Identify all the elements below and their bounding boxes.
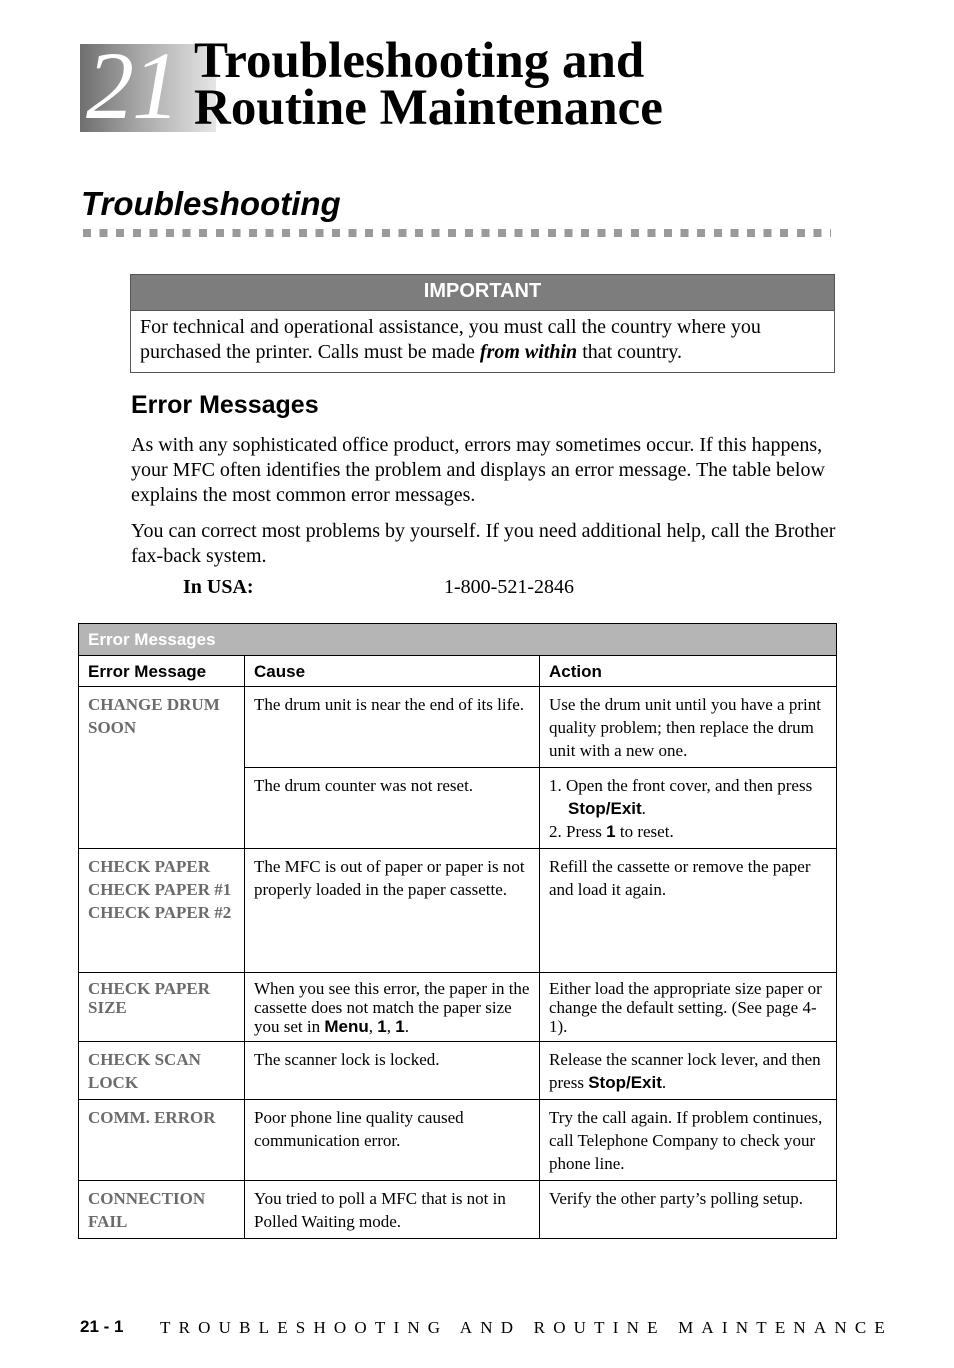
table-row [79,973,837,1042]
error-code-line: CHECK PAPER #1 [88,880,232,899]
cause-end: . [404,1017,409,1036]
separator: , [386,1017,396,1036]
action-cell: Verify the other party’s polling setup. [540,1181,837,1239]
header-error-message: Error Message [79,656,245,687]
chapter-number: 21 [86,44,178,132]
action-end: . [661,1073,667,1092]
important-heading: IMPORTANT [131,275,834,311]
usa-phone-number: 1-800-521-2846 [444,576,574,598]
important-text-end: that country. [577,341,682,363]
important-emphasis: from within [479,341,578,363]
error-code: CONNECTION FAIL [79,1181,245,1239]
step-text: Open the front cover, and then press [566,776,813,795]
table-caption-row [79,624,837,656]
error-code: CHECK PAPER SIZE [79,973,245,1042]
step-text-end: to reset. [615,822,674,841]
key-1: 1 [377,1017,387,1036]
important-text [131,311,834,372]
cause-cell: Poor phone line quality caused communication error. [245,1100,540,1181]
step-number: 2. [549,822,562,841]
action-cell: Try the call again. If problem continues, call Telephone Company to check your phone line. [540,1100,837,1181]
table-header-row [79,656,837,687]
error-messages-heading: Error Messages [131,391,319,419]
step-text: Press [566,822,607,841]
action-steps [549,774,827,843]
error-code-line: CHECK PAPER #2 [88,903,232,922]
key-stop-exit: Stop/Exit [588,1073,662,1092]
cause-text: When you see this error, the paper in the cassette does not match the paper size you set in [254,979,530,1036]
action-cell [540,1042,837,1100]
running-footer-title: TROUBLESHOOTING AND ROUTINE MAINTENANCE [160,1318,893,1337]
step-number: 1. [549,776,562,795]
key-1: 1 [606,822,616,841]
table-row [79,1042,837,1100]
cause-cell: The drum counter was not reset. [245,768,540,849]
error-code: CHANGE DRUM SOON [79,687,245,849]
table-row [79,687,837,768]
action-text: Release the scanner lock lever, and then press [549,1050,821,1092]
error-code: COMM. ERROR [79,1100,245,1181]
separator: , [368,1017,378,1036]
chapter-title-line2: Routine Maintenance [194,80,663,136]
cause-cell: The scanner lock is locked. [245,1042,540,1100]
action-cell: Use the drum unit until you have a print quality problem; then replace the drum unit with a new one. [540,687,837,768]
section-title: Troubleshooting [81,185,341,222]
cause-cell: You tried to poll a MFC that is not in Polled Waiting mode. [245,1181,540,1239]
cause-cell: The MFC is out of paper or paper is not properly loaded in the paper cassette. [245,849,540,973]
header-action: Action [540,656,837,687]
key-1: 1 [395,1017,405,1036]
action-cell: Either load the appropriate size paper or change the default setting. (See page 4-1). [540,973,837,1042]
table-row [79,849,837,973]
step-text-end: . [641,799,646,818]
action-cell: Refill the cassette or remove the paper and load it again. [540,849,837,973]
intro-paragraph-1: As with any sophisticated office product, errors may sometimes occur. If this happens, your MFC often identifies the problem and displays an error message. The table below explains the most common error messages. [131,434,825,506]
error-code [79,849,245,973]
cause-cell [245,973,540,1042]
header-cause: Cause [245,656,540,687]
table-caption: Error Messages [79,624,837,656]
usa-label: In USA: [183,576,254,598]
chapter-title-line1: Troubleshooting and [194,33,645,89]
page-number: 21 - 1 [80,1317,124,1336]
table-row [79,1100,837,1181]
important-note [130,274,835,373]
error-messages-table [78,623,837,1239]
important-text-start: For technical and operational assistance, you must call the country where you purchased the printer. Calls must be made [140,316,761,363]
key-menu: Menu [324,1017,369,1036]
table-row [79,1181,837,1239]
chapter-title [194,33,663,136]
dotted-divider [83,229,831,237]
error-code: CHECK SCAN LOCK [79,1042,245,1100]
intro-paragraph-2: You can correct most problems by yourself. If you need additional help, call the Brother fax-back system. [131,520,836,567]
error-code-line: CHECK PAPER [88,857,210,876]
key-stop-exit: Stop/Exit [568,799,642,818]
action-step [549,820,827,843]
action-cell [540,768,837,849]
cause-cell: The drum unit is near the end of its life. [245,687,540,768]
action-step [549,774,827,820]
